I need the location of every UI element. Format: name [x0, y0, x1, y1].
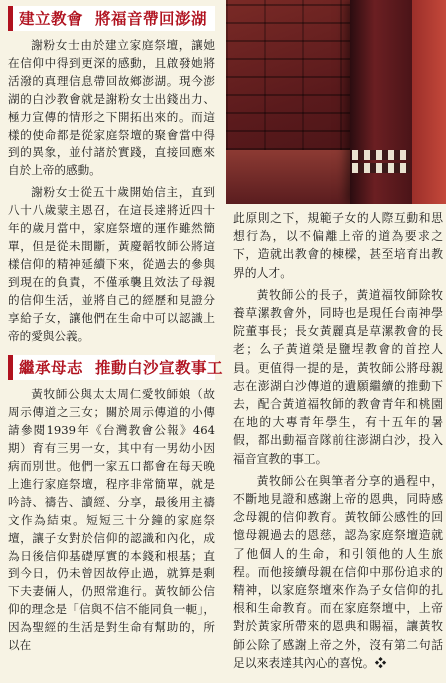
photo-stripe — [352, 163, 410, 173]
heading-1-part2: 將福音帶回澎湖 — [95, 10, 208, 28]
left-column — [8, 6, 224, 659]
photo-pillar — [350, 0, 412, 204]
heading-2-part2: 推動白沙宣教事工 — [95, 359, 224, 378]
right-column — [233, 209, 443, 676]
paragraph: 謝粉女士由於建立家庭祭壇，讓她在信仰中得到更深的感動，且啟發她將活潑的真理信息帶回故鄉澎湖。現今澎湖的白沙教會就是謝粉女士出錢出力、極力宣傳的情形之下開拓出來的。而這樣的使命都是從家庭祭壇的聚會當中得到的異象，並付諸於實踐，直接回應來自於上帝的感動。 — [8, 38, 215, 178]
paragraph: 黃牧師公與太太周仁愛牧師娘（故周示傳道之三女；關於周示傳道的小傳請參閱1939年《台灣教會公報》464期）育有三男一女，其中有一男幼小因病而別世。他們一家五口都會在每天晚上進行家庭祭壇，程序非常簡單，就是吟詩、禱告、讀經、分享，最後用主禱文作為結束。短短三十分鐘的家庭祭壇，讓子女對於信仰的認識和內化，成為日後信仰基礎厚實的本錢和根基；直到今日，仍未曾因故停止過，就算是剩下夫妻倆人，仍照常進行。黃牧師公信仰的理念是「信與不信不能同負一軛」，因為聖經的生活是對生命有幫助的，所以在 — [8, 387, 215, 653]
paragraph: 黃牧師公的長子，黃道福牧師除牧養草漯教會外，同時也是現任台南神學院董事長；長女黃麗真是草漯教會的長老；么子黃道榮是鹽埕教會的首控人員。更值得一提的是，黃牧師公將母親志在澎湖白沙傳道的遺願繼續的推動下去，配合黃道福牧師的教會青年和桃園在地的大專青年學生，有十五年的暑假，都出動福音隊前往澎湖白沙，投入福音宣教的事工。 — [233, 287, 443, 466]
section-heading-2 — [8, 355, 224, 380]
photo-ledge — [226, 150, 350, 204]
section-heading-1 — [8, 6, 215, 31]
paragraph: 黃牧師公在與筆者分享的過程中，不斷地見證和感謝上帝的恩典，同時感念母親的信仰教育。黃牧師公感性的回憶母親過去的恩慈，認為家庭祭壇造就了他個人的生命，和引領他的人生旅程。而他接續母親在信仰中那份追求的精神，以家庭祭壇來作為子女信仰的扎根和生命教育。而在家庭祭壇中，上帝對於黃家所帶來的恩典和賜福，讓黃牧師公除了感謝上帝之外，沒有第二句話足以來表達其內心的喜悅。❖ — [233, 473, 443, 670]
photo-edge — [412, 0, 446, 204]
header-photo — [226, 0, 446, 204]
heading-2-part1: 繼承母志 — [19, 359, 84, 378]
photo-stripe — [352, 150, 410, 160]
heading-1-part1: 建立教會 — [19, 10, 84, 28]
paragraph: 此原則之下，規範子女的人際互動和思想行為，以不偏離上帝的道為要求之下，造就出教會的棟樑，甚至培育出教界的人才。 — [233, 211, 443, 280]
paragraph: 謝粉女士從五十歲開始信主，直到八十八歲蒙主恩召，在這長達將近四十年的歲月當中，家庭祭壇的運作雖然簡單，但是從未間斷，黃慶韜牧師公將這樣信仰的精神延續下來，從過去的參與到現在的負責，不僅承襲且效法了母親的信仰生活，並將自己的經歷和見證分享給子女，讓他們在生命中可以認識上帝的愛與公義。 — [8, 185, 215, 343]
